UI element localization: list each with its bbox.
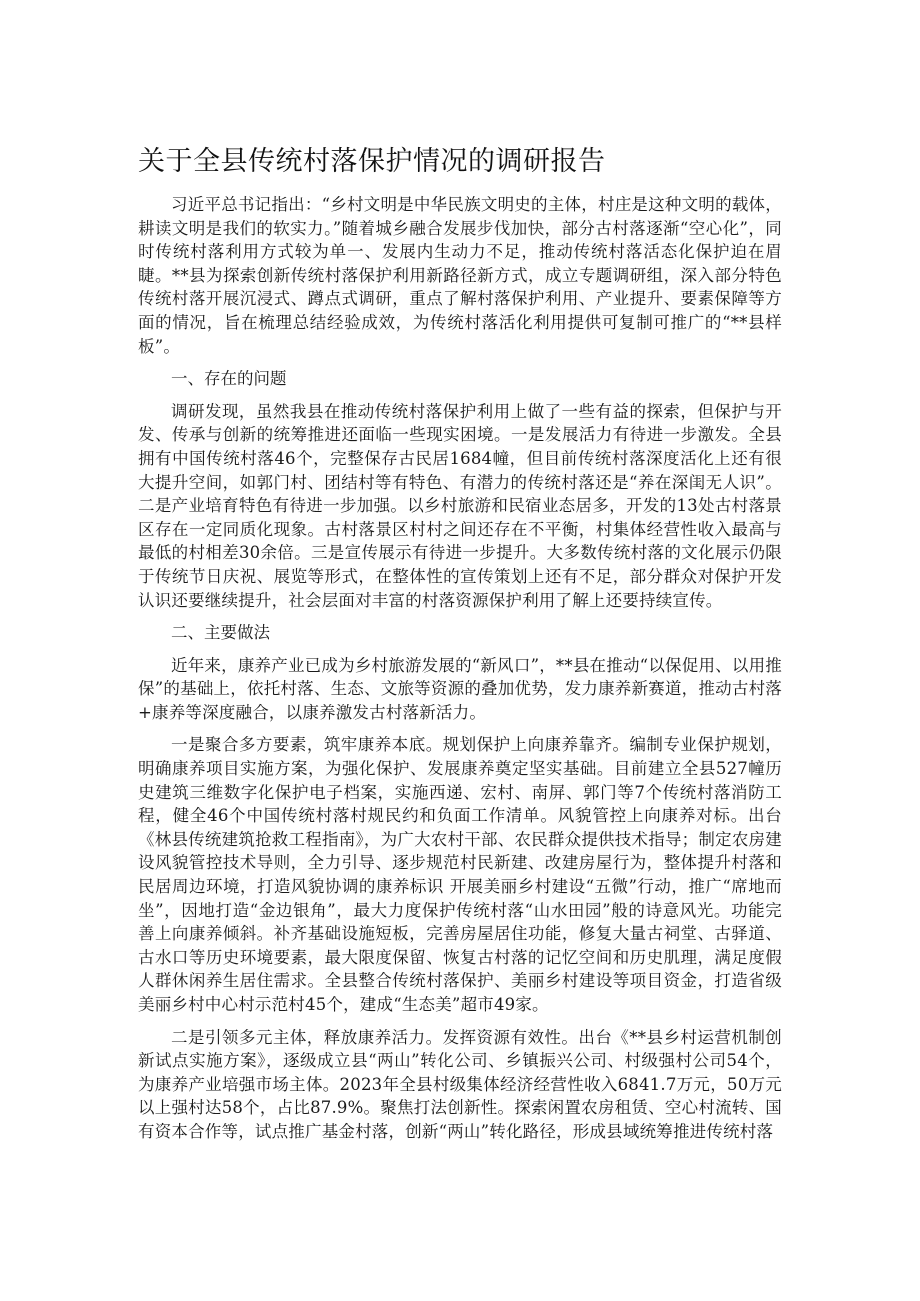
practices-intro-paragraph: 近年来，康养产业已成为乡村旅游发展的“新风口”，**县在推动“以保促用、以用推保”的基础上，依托村落、生态、文旅等资源的叠加优势，发力康养新赛道，推动古村落+康养等深度融合，以康养激发古村落新活力。 — [138, 655, 782, 722]
section-heading-problems: 一、存在的问题 — [171, 369, 287, 389]
intro-paragraph: 习近平总书记指出：“乡村文明是中华民族文明史的主体，村庄是这种文明的载体，耕读文明是我们的软实力。”随着城乡融合发展步伐加快，部分古村落逐渐“空心化”，同时传统村落利用方式较为单一、发展内生动力不足，推动传统村落活态化保护迫在眉睫。**县为探索创新传统村落保护利用新路径新方式，成立专题调研组，深入部分特色传统村落开展沉浸式、蹲点式调研，重点了解村落保护利用、产业提升、要素保障等方面的情况，旨在梳理总结经验成效，为传统村落活化利用提供可复制可推广的“**县样板”。 — [138, 195, 782, 356]
document-body — [138, 193, 782, 1153]
section-heading-practices: 二、主要做法 — [171, 623, 270, 643]
problems-paragraph: 调研发现，虽然我县在推动传统村落保护利用上做了一些有益的探索，但保护与开发、传承与创新的统筹推进还面临一些现实困境。一是发展活力有待进一步激发。全县拥有中国传统村落46个，完整保存古民居1684幢，但目前传统村落深度活化上还有很大提升空间，如郭门村、团结村等有特色、有潜力的传统村落还是“养在深闺无人识”。二是产业培育特色有待进一步加强。以乡村旅游和民宿业态居多，开发的13处古村落景区存在一定同质化现象。古村落景区村村之间还存在不平衡，村集体经营性收入最高与最低的村相差30余倍。三是宣传展示有待进一步提升。大多数传统村落的文化展示仍限于传统节日庆祝、展览等形式，在整体性的宣传策划上还有不足，部分群众对保护开发认识还要继续提升，社会层面对丰富的村落资源保护利用了解上还要持续宣传。 — [138, 401, 782, 610]
practice-point-two-paragraph: 二是引领多元主体，释放康养活力。发挥资源有效性。出台《**县乡村运营机制创新试点实施方案》，逐级成立县“两山”转化公司、乡镇振兴公司、村级强村公司54个，为康养产业培强市场主体。2023年全县村级集体经济经营性收入6841.7万元，50万元以上强村达58个，占比87.9%。聚焦打法创新性。探索闲置农房租赁、空心村流转、国有资本合作等，试点推广基金村落，创新“两山”转化路径，形成县域统筹推进传统村落 — [138, 1027, 782, 1141]
document-title: 关于全县传统村落保护情况的调研报告 — [138, 146, 606, 177]
practice-point-one-paragraph: 一是聚合多方要素，筑牢康养本底。规划保护上向康养靠齐。编制专业保护规划，明确康养项目实施方案，为强化保护、发展康养奠定坚实基础。目前建立全县527幢历史建筑三维数字化保护电子档案，实施西递、宏村、南屏、郭门等7个传统村落消防工程，健全46个中国传统村落村规民约和负面工作清单。风貌管控上向康养对标。出台《林县传统建筑抢救工程指南》，为广大农村干部、农民群众提供技术指导；制定农房建设风貌管控技术导则，全力引导、逐步规范村民新建、改建房屋行为，整体提升村落和民居周边环境，打造风貌协调的康养标识 开展美丽乡村建设“五微”行动，推广“席地而坐”，因地打造“金边银角”，最大力度保护传统村落“山水田园”般的诗意风光。功能完善上向康养倾斜。补齐基础设施短板，完善房屋居住功能，修复大量古祠堂、古驿道、古水口等历史环境要素，最大限度保留、恢复古村落的记忆空间和历史肌理，满足度假人群休闲养生居住需求。全县整合传统村落保护、美丽乡村建设等项目资金，打造省级美丽乡村中心村示范村45个，建成“生态美”超市49家。 — [138, 735, 782, 1014]
